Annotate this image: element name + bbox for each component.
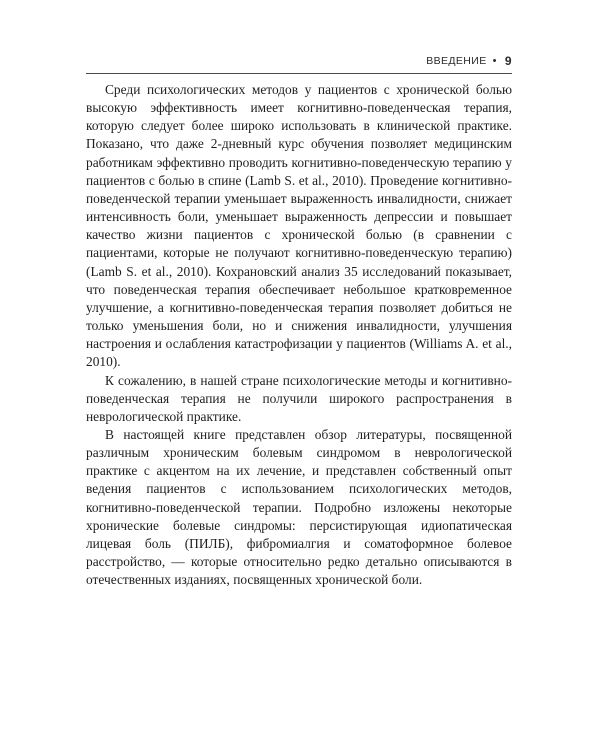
- page-number: 9: [504, 54, 512, 68]
- body-text: [86, 81, 512, 589]
- section-title: ВВЕДЕНИЕ: [426, 55, 487, 67]
- running-head: [86, 52, 512, 70]
- paragraph-3: В настоящей книге представлен обзор литературы, посвященной различным хроническим болевым синдромом в неврологической практике с акцентом на их лечение, и представлен собственный опыт ведения пациентов с использованием психологических методов, когнитивно-поведенческой терапии. Подробно изложены некоторые хронические болевые синдромы: персистирующая идиопатическая лицевая боль (ПИЛБ), фибромиалгия и соматоформное болевое расстройство, — которые относительно редко детально описываются в отечественных изданиях, посвященных хронической боли.: [86, 426, 512, 588]
- header-rule: [86, 73, 512, 74]
- bullet-separator: •: [492, 55, 497, 67]
- paragraph-2: К сожалению, в нашей стране психологические методы и когнитивно-поведенческая терапия не получили широкого распространения в неврологической практике.: [86, 372, 512, 424]
- paragraph-1: Среди психологических методов у пациентов с хронической болью высокую эффективность имеет когнитивно-поведенческая терапия, которую следует более широко использовать в клинической практике. Показано, что даже 2-дневный курс обучения позволяет медицинским работникам эффективно проводить когнитивно-поведенческую терапию у пациентов с болью в спине (Lamb S. et al., 2010). Проведение когнитивно-поведенческой терапии уменьшает выраженность инвалидности, снижает интенсивность боли, уменьшает выраженность депрессии и повышает качество жизни пациентов с хронической болью (в сравнении с пациентами, которые не получают когнитивно-поведенческую терапию) (Lamb S. et al., 2010). Кохрановский анализ 35 исследований показывает, что поведенческая терапия обеспечивает небольшое кратковременное улучшение, а когнитивно-поведенческая терапия позволяет добиться не только уменьшения боли, но и снижения инвалидности, улучшения настроения и ослабления катастрофизации у пациентов (Williams A. et al., 2010).: [86, 82, 512, 370]
